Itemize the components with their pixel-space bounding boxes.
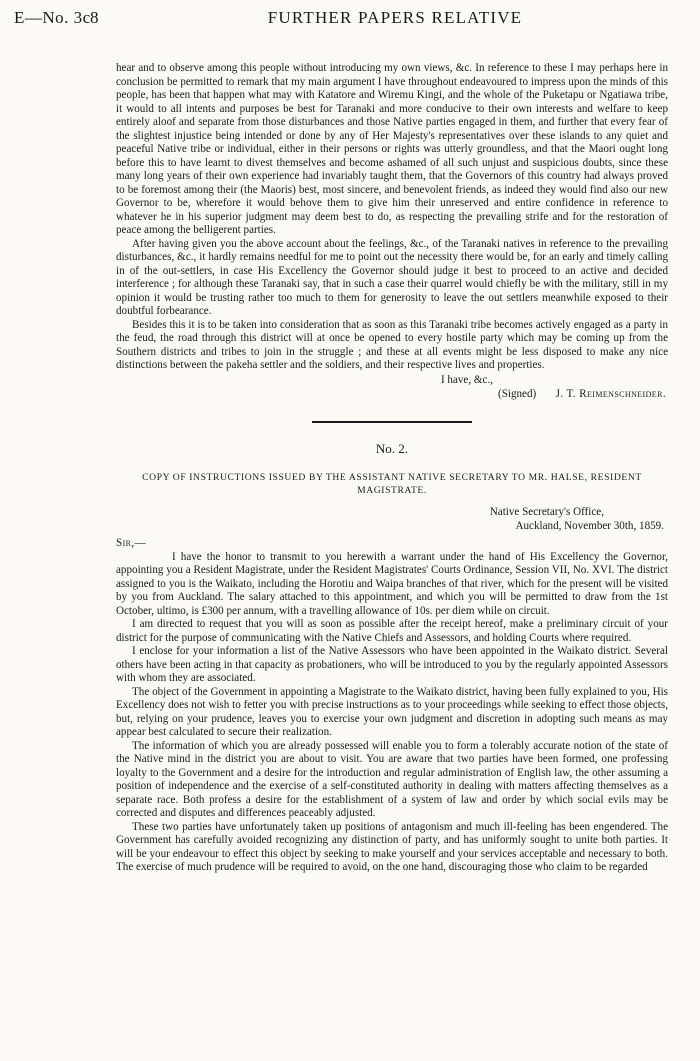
page-header [0, 8, 700, 36]
letter-reimenschneider [116, 62, 668, 401]
doc2-paragraph: I enclose for your information a list of the Native Assessors who have been appointed in the Waikato district. Several others have been acting in that capacity as probationers, who will be introduced to you by the regularly appointed Assessors with whom they are associated. [116, 645, 668, 684]
signatory-name: J. T. Reimenschneider. [555, 387, 666, 400]
doc2-paragraph: I have the honor to transmit to you herewith a warrant under the hand of His Excellency the Governor, appointing you a Resident Magistrate, under the Resident Magistrates' Courts Ordinance, Session VII, No. XVI. The district assigned to you is the Waikato, including the Horotiu and Waipa branches of that river, which for the present will be visited by you from Auckland. The salary attached to this appointment, and which you will be permitted to draw from the 1st October, ultimo, is £300 per annum, with a travelling allowance of 10s. per diem while on circuit. [116, 550, 668, 617]
running-title: FURTHER PAPERS RELATIVE [267, 8, 523, 27]
salutation: Sir,— [116, 536, 147, 549]
letter1-paragraph: Besides this it is to be taken into consideration that as soon as this Taranaki tribe becomes actively engaged as a party in the feud, the road through this district will at once be opened to every hostile party which may be coming up from the Southern districts and tribes to join in the struggle ; and these at all events might be less disposed to make any nice distinctions between the pakeha settler and the soldiers, and their respective lives and properties. [116, 318, 668, 371]
page-body [116, 62, 668, 875]
page-number: 8 [90, 8, 99, 27]
doc2-paragraph: I am directed to request that you will as soon as possible after the receipt hereof, make a preliminary circuit of your district for the purpose of communicating with the Native Chiefs and Assessors, and holding Courts where required. [116, 618, 668, 644]
letter1-paragraph: hear and to observe among this people without introducing my own views, &c. In reference to these I may perhaps here in conclusion be permitted to remark that my main argument I have throughout endeavoured to impress upon the minds of this people, has been that happen what may with Katatore and Wiremu Kingi, and the whole of the Puketapu or Ngatiawa tribe, it would to all intents and purposes be best for Taranaki and more conducive to their own interests and welfare to keep entirely aloof and separate from those disturbances and those Native parties engaged in them, and further that every fear of the slightest injustice being intended or done by any of Her Majesty's representatives over these islands to any quiet and peaceful Native tribe or individual, either in their persons or rights was utterly groundless, and that the Maori ought long before this to have learnt to divest themselves and become ashamed of all such unjust and suspicious doubts, since these many long years of their own experience had invariably taught them, that the Governors of this country had always proved to be foremost among their (the Maoris) best, most sincere, and benevolent friends, as indeed they would find also our new Governor to be, wherefore it would behove them to give him their unreserved and entire confidence in reference to whatever he in his superior judgment may deem best to do, as respecting the prevailing strife and for the restoration of peace among the belligerent parties. [116, 62, 668, 236]
signed-label: (Signed) [498, 387, 537, 400]
doc2-paragraph: These two parties have unfortunately taken up positions of antagonism and much ill-feeling has been engendered. The Government has carefully avoided recognizing any distinction of party, and has uniformly sought to unite both parties. It will be your endeavour to effect this object by seeking to make yourself and your services acceptable and necessary to both. The exercise of much prudence will be required to avoid, on the one hand, discouraging those who claim to be regarded [116, 820, 668, 873]
doc2-paragraph: The information of which you are already possessed will enable you to form a tolerably accurate notion of the state of the Native mind in the district you are about to visit. You are aware that two parties have been formed, one professing loyalty to the Government and a desire for the introduction and regular administration of English law, the other assuming a position of independence and the exercise of a self-constituted authority in dealing with matters affecting themselves as a separate race. Both profess a desire for the establishment of a system of law and order by which social evils may be corrected and disputes and differences peaceably adjusted. [116, 739, 668, 819]
section-divider [312, 421, 472, 423]
signature-line [116, 387, 668, 401]
letter1-closing [116, 373, 668, 401]
doc2-paragraph: The object of the Government in appointing a Magistrate to the Waikato district, having been fully explained to you, His Excellency does not wish to fetter you with precise instructions as to your proceedings while seeking to effect those objects, but, relying on your prudence, leaves you to exercise your own judgment and discretion in adopting such means as may appear best calculated to secure their realization. [116, 685, 668, 738]
document-number: No. 2. [375, 440, 409, 456]
document-no-2 [116, 441, 668, 875]
closing-line: I have, &c., [440, 373, 493, 386]
sender-address [116, 505, 668, 533]
office-line: Native Secretary's Office, [489, 505, 604, 518]
document-caption: COPY OF INSTRUCTIONS ISSUED BY THE ASSISTANT NATIVE SECRETARY TO MR. HALSE, RESIDENT MAGISTRATE. [142, 471, 642, 496]
place-date-line: Auckland, November 30th, 1859. [515, 519, 664, 532]
letter1-paragraph: After having given you the above account about the feelings, &c., of the Taranaki natives in reference to the prevailing disturbances, &c., it hardly remains needful for me to point out the necessity there would be, for an early and timely calling in of the out-settlers, in case His Excellency the Governor should judge it best to proceed to an active and decided interference ; for although these Taranaki say, that in such a case their quarrel would chiefly be with the military, still in my opinion it would be trusting rather too much to them for generosity to leave the out settlers meanwhile exposed to their doubtful forbearance. [116, 237, 668, 317]
document-reference: E—No. 3c [14, 8, 91, 27]
